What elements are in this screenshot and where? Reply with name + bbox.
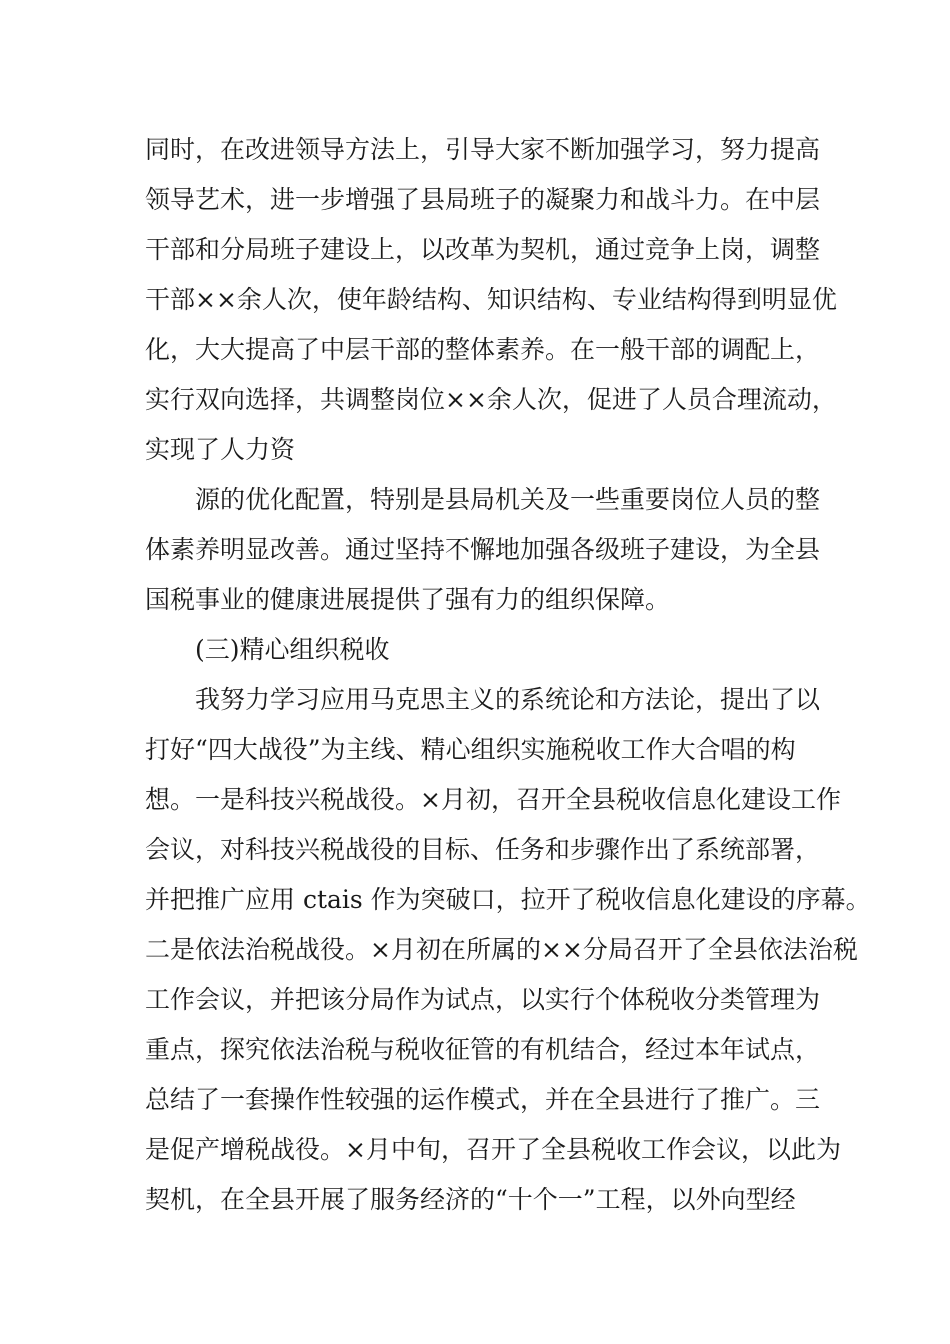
text-line: 干部和分局班子建设上，以改革为契机，通过竞争上岗，调整 xyxy=(145,235,821,264)
text-line: 是促产增税战役。×月中旬，召开了全县税收工作会议，以此为 xyxy=(145,1135,841,1164)
text-line: 会议，对科技兴税战役的目标、任务和步骤作出了系统部署， xyxy=(145,835,821,864)
text-line: 并把推广应用 ctais 作为突破口，拉开了税收信息化建设的序幕。 xyxy=(145,885,871,914)
text-line: 领导艺术，进一步增强了县局班子的凝聚力和战斗力。在中层 xyxy=(145,185,821,214)
text-line: 体素养明显改善。通过坚持不懈地加强各级班子建设，为全县 xyxy=(145,535,821,564)
text-line: 我努力学习应用马克思主义的系统论和方法论，提出了以 xyxy=(195,685,821,714)
text-line: 重点，探究依法治税与税收征管的有机结合，经过本年试点， xyxy=(145,1035,821,1064)
text-line: 源的优化配置，特别是县局机关及一些重要岗位人员的整 xyxy=(195,485,821,514)
text-line: 契机，在全县开展了服务经济的“十个一”工程，以外向型经 xyxy=(145,1185,796,1214)
text-line: 实行双向选择，共调整岗位××余人次，促进了人员合理流动， xyxy=(145,385,837,414)
text-line: 干部××余人次，使年龄结构、知识结构、专业结构得到明显优 xyxy=(145,285,837,314)
text-line: 实现了人力资 xyxy=(145,435,296,464)
text-line: 化，大大提高了中层干部的整体素养。在一般干部的调配上， xyxy=(145,335,821,364)
text-line: 二是依法治税战役。×月初在所属的××分局召开了全县依法治税 xyxy=(145,935,858,964)
text-line: 想。一是科技兴税战役。×月初，召开全县税收信息化建设工作 xyxy=(145,785,841,814)
text-line: 同时，在改进领导方法上，引导大家不断加强学习，努力提高 xyxy=(145,135,821,164)
text-line: 国税事业的健康进展提供了强有力的组织保障。 xyxy=(145,585,671,614)
text-line: 工作会议，并把该分局作为试点，以实行个体税收分类管理为 xyxy=(145,985,821,1014)
text-line: 总结了一套操作性较强的运作模式，并在全县进行了推广。三 xyxy=(145,1085,821,1114)
text-line: 打好“四大战役”为主线、精心组织实施税收工作大合唱的构 xyxy=(145,735,796,764)
section-heading: (三)精心组织税收 xyxy=(195,635,390,664)
